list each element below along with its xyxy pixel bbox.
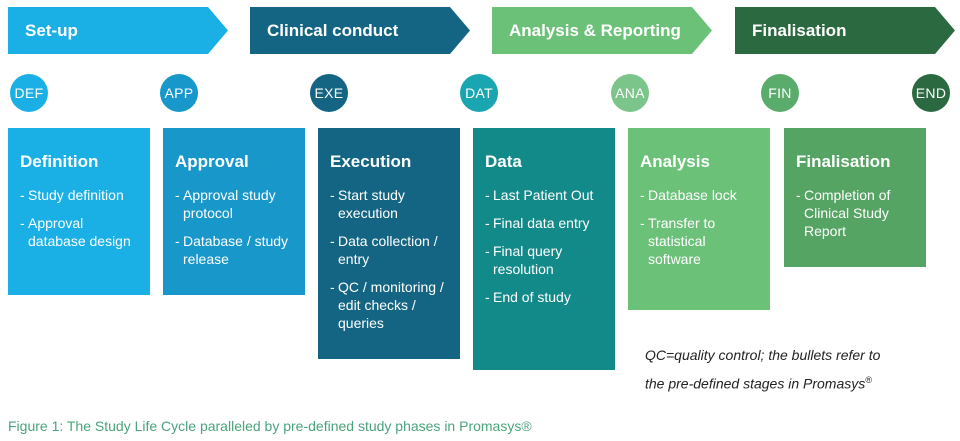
box-item: - Study definition [20,186,140,204]
box-item: - Final query resolution [485,242,605,278]
footnote-line-1: QC=quality control; the bullets refer to [645,347,881,363]
footnote-line-2-text: the pre-defined stages in Promasys [645,375,866,392]
phase-label: Set-up [25,21,78,40]
registered-mark: ® [865,375,872,385]
box-title: Execution [330,152,412,171]
stage-circle-end: END [912,74,950,112]
stage-circle-app: APP [160,74,198,112]
box-title: Approval [175,152,249,171]
box-items [330,186,450,332]
box-item: - Last Patient Out [485,186,605,204]
box-items [640,186,760,268]
box-item: - Completion of Clinical Study Report [796,186,916,240]
box-approval [163,128,305,295]
box-title: Definition [20,152,99,171]
box-item: - Database lock [640,186,760,204]
footnote-line-2 [645,368,955,397]
box-definition [8,128,150,295]
box-items [796,186,916,240]
box-data [473,128,615,370]
phase-arrow-analysis-reporting [492,7,712,54]
stage-circle-def: DEF [10,74,48,112]
footnote [645,343,955,397]
box-item: - Approval database design [20,214,140,250]
box-item: - End of study [485,288,605,306]
box-items [175,186,295,268]
box-item: - Approval study protocol [175,186,295,222]
phase-label: Clinical conduct [267,21,399,40]
stage-circle-fin: FIN [761,74,799,112]
stage-circle-dat: DAT [460,74,498,112]
box-title: Finalisation [796,152,891,171]
box-title: Data [485,152,522,171]
box-finalisation [784,128,926,267]
box-analysis [628,128,770,310]
phase-arrow-clinical-conduct [250,7,470,54]
phase-label: Finalisation [752,21,847,40]
box-items [485,186,605,306]
phase-label: Analysis & Reporting [509,21,681,40]
box-item: - Database / study release [175,232,295,268]
box-item: - QC / monitoring / edit checks / queries [330,278,450,332]
box-items [20,186,140,250]
box-title: Analysis [640,152,710,171]
box-execution [318,128,460,359]
phase-arrow-setup [8,7,228,54]
stage-circle-ana: ANA [611,74,649,112]
phase-arrow-finalisation [735,7,955,54]
box-item: - Start study execution [330,186,450,222]
box-item: - Final data entry [485,214,605,232]
box-item: - Data collection / entry [330,232,450,268]
figure-caption: Figure 1: The Study Life Cycle paralleled by pre-defined study phases in Promasys® [8,418,532,434]
stage-circle-exe: EXE [310,74,348,112]
box-item: - Transfer to statistical software [640,214,760,268]
